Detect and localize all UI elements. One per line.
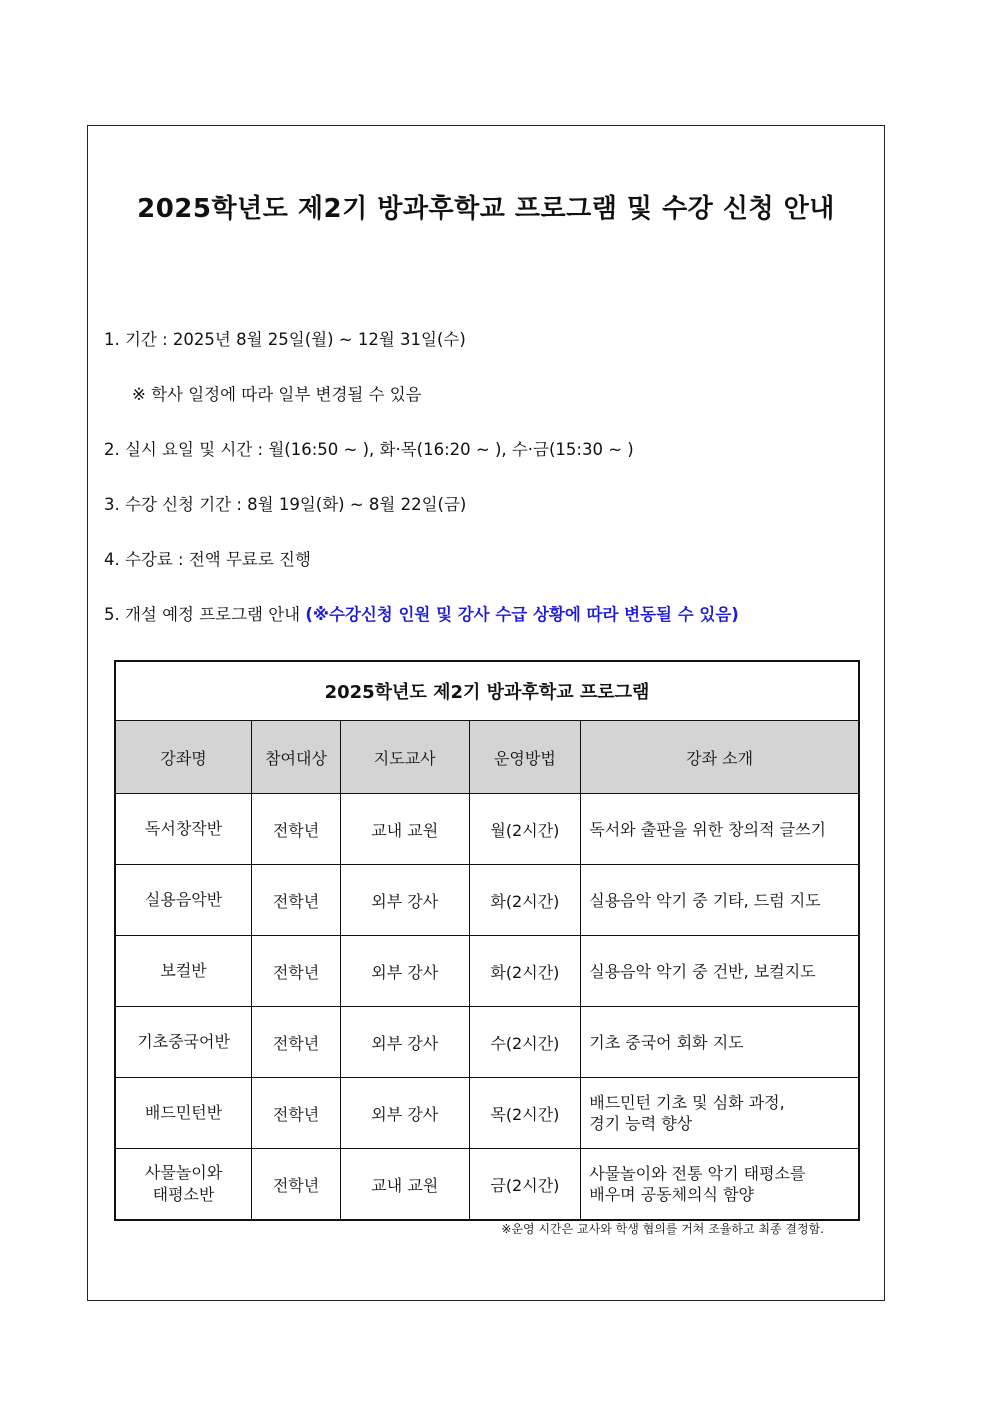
course-name-cell: 사물놀이와 태평소반 (115, 1149, 252, 1221)
description-cell (581, 1007, 859, 1078)
table-row (115, 1078, 859, 1149)
column-header: 강좌 소개 (581, 721, 859, 794)
target-cell: 전학년 (252, 1078, 341, 1149)
description-line: 배우며 공동체의식 함양 (589, 1185, 754, 1204)
description-cell (581, 1078, 859, 1149)
table-header-row (115, 721, 859, 794)
target-cell: 전학년 (252, 1149, 341, 1221)
description-line: 실용음악 악기 중 기타, 드럼 지도 (589, 890, 821, 910)
description-cell (581, 1149, 859, 1221)
description-line: 배드민턴 기초 및 심화 과정, (589, 1093, 785, 1112)
table-row (115, 936, 859, 1007)
method-cell: 수(2시간) (469, 1007, 581, 1078)
item-period: 1. 기간 : 2025년 8월 25일(월) ~ 12월 31일(수) (104, 330, 466, 349)
item-schedule: 2. 실시 요일 및 시간 : 월(16:50 ~ ), 화·목(16:20 ~ ), 수·금(15:30 ~ ) (104, 440, 634, 459)
course-name-cell: 보컬반 (115, 936, 252, 1007)
target-cell: 전학년 (252, 1007, 341, 1078)
method-cell: 금(2시간) (469, 1149, 581, 1221)
column-header: 지도교사 (340, 721, 469, 794)
teacher-cell: 교내 교원 (340, 1149, 469, 1221)
method-cell: 월(2시간) (469, 794, 581, 865)
method-cell: 화(2시간) (469, 865, 581, 936)
item-apply-period: 3. 수강 신청 기간 : 8월 19일(화) ~ 8월 22일(금) (104, 495, 467, 514)
teacher-cell: 외부 강사 (340, 1007, 469, 1078)
description-line: 기초 중국어 회화 지도 (589, 1032, 744, 1052)
program-table (114, 660, 860, 1221)
column-header: 참여대상 (252, 721, 341, 794)
document-title: 2025학년도 제2기 방과후학교 프로그램 및 수강 신청 안내 (137, 194, 835, 224)
column-header: 운영방법 (469, 721, 581, 794)
target-cell: 전학년 (252, 794, 341, 865)
item-programs-label: 5. 개설 예정 프로그램 안내 (104, 605, 306, 624)
target-cell: 전학년 (252, 936, 341, 1007)
teacher-cell: 외부 강사 (340, 865, 469, 936)
description-line: 독서와 출판을 위한 창의적 글쓰기 (589, 819, 826, 839)
item-fee: 4. 수강료 : 전액 무료로 진행 (104, 550, 311, 569)
table-caption: 2025학년도 제2기 방과후학교 프로그램 (115, 661, 859, 721)
item-period-note: ※ 학사 일정에 따라 일부 변경될 수 있음 (132, 385, 422, 404)
method-cell: 화(2시간) (469, 936, 581, 1007)
description-line: 경기 능력 향상 (589, 1114, 693, 1133)
item-programs (104, 601, 739, 625)
description-line: 사물놀이와 전통 악기 태평소를 (589, 1164, 806, 1183)
table-row (115, 865, 859, 936)
item-programs-note: (※수강신청 인원 및 강사 수급 상황에 따라 변동될 수 있음) (305, 605, 739, 624)
teacher-cell: 교내 교원 (340, 794, 469, 865)
description-line: 실용음악 악기 중 건반, 보컬지도 (589, 961, 816, 981)
document-frame (87, 125, 885, 1301)
table-row (115, 794, 859, 865)
course-name-cell: 실용음악반 (115, 865, 252, 936)
table-row (115, 1007, 859, 1078)
method-cell: 목(2시간) (469, 1078, 581, 1149)
course-name-cell: 기초중국어반 (115, 1007, 252, 1078)
description-cell (581, 794, 859, 865)
target-cell: 전학년 (252, 865, 341, 936)
table-row (115, 1149, 859, 1221)
description-cell (581, 865, 859, 936)
teacher-cell: 외부 강사 (340, 936, 469, 1007)
column-header: 강좌명 (115, 721, 252, 794)
teacher-cell: 외부 강사 (340, 1078, 469, 1149)
description-cell (581, 936, 859, 1007)
course-name-cell: 독서창작반 (115, 794, 252, 865)
course-name-cell: 배드민턴반 (115, 1078, 252, 1149)
footnote: ※운영 시간은 교사와 학생 협의를 거쳐 조율하고 최종 결정함. (501, 1222, 824, 1236)
